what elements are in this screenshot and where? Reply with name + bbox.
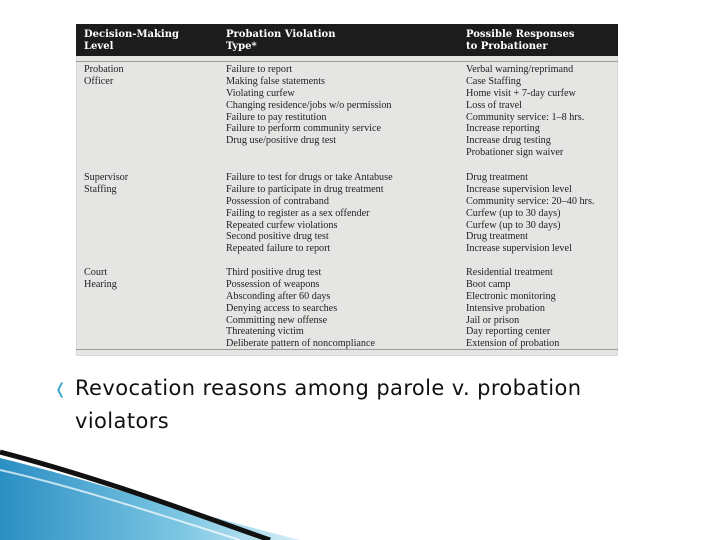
table-header-row bbox=[76, 24, 618, 56]
response-line: Loss of travel bbox=[466, 99, 523, 111]
header-possible-responses bbox=[466, 29, 616, 53]
violation-type-line: Denying access to searches bbox=[226, 302, 338, 314]
response-line: Increase supervision level bbox=[466, 243, 572, 255]
level-line: Officer bbox=[84, 75, 114, 87]
header-line: Level bbox=[84, 41, 114, 52]
response-line: Increase drug testing bbox=[466, 135, 551, 147]
response-line: Day reporting center bbox=[466, 326, 551, 338]
violation-type-line: Failure to perform community service bbox=[226, 123, 382, 135]
violation-type-line: Repeated curfew violations bbox=[226, 219, 338, 231]
violation-types-cell bbox=[226, 172, 464, 255]
level-line: Probation bbox=[84, 64, 124, 75]
response-line: Curfew (up to 30 days) bbox=[466, 207, 561, 219]
table-rule-bottom bbox=[76, 349, 618, 350]
response-line: Extension of probation bbox=[466, 338, 560, 350]
violation-types-cell bbox=[226, 267, 464, 350]
violation-types-cell bbox=[226, 64, 464, 147]
responses-cell bbox=[466, 64, 616, 159]
violation-type-line: Threatening victim bbox=[226, 326, 304, 338]
violation-type-line: Possession of weapons bbox=[226, 278, 320, 290]
header-line: Probation Violation bbox=[226, 29, 336, 40]
response-line: Drug treatment bbox=[466, 231, 528, 243]
violation-type-line: Drug use/positive drug test bbox=[226, 135, 337, 147]
response-line: Drug treatment bbox=[466, 172, 528, 183]
responses-cell bbox=[466, 267, 616, 350]
header-line: to Probationer bbox=[466, 41, 548, 52]
violation-type-line: Repeated failure to report bbox=[226, 243, 331, 255]
decorative-swoosh bbox=[0, 440, 300, 540]
level-line: Hearing bbox=[84, 278, 117, 290]
response-line: Community service: 20–40 hrs. bbox=[466, 195, 595, 207]
violation-type-line: Changing residence/jobs w/o permission bbox=[226, 99, 392, 111]
violation-type-line: Third positive drug test bbox=[226, 267, 322, 278]
header-line: Type* bbox=[226, 41, 257, 52]
header-line: Decision-Making bbox=[84, 29, 179, 40]
response-line: Increase reporting bbox=[466, 123, 540, 135]
level-cell bbox=[84, 64, 224, 88]
table-rule-top bbox=[76, 61, 618, 62]
violation-type-line: Possession of contraband bbox=[226, 195, 329, 207]
level-cell bbox=[84, 267, 224, 291]
response-line: Probationer sign waiver bbox=[466, 147, 564, 159]
level-line: Court bbox=[84, 267, 108, 278]
response-line: Intensive probation bbox=[466, 302, 545, 314]
response-line: Community service: 1–8 hrs. bbox=[466, 111, 585, 123]
response-line: Increase supervision level bbox=[466, 183, 572, 195]
response-line: Residential treatment bbox=[466, 267, 553, 278]
response-line: Home visit + 7-day curfew bbox=[466, 87, 576, 99]
violation-type-line: Failure to report bbox=[226, 64, 293, 75]
header-decision-level bbox=[84, 29, 224, 53]
response-line: Verbal warning/reprimand bbox=[466, 64, 574, 75]
level-line: Supervisor bbox=[84, 172, 129, 183]
violation-type-line: Failure to pay restitution bbox=[226, 111, 327, 123]
level-line: Staffing bbox=[84, 183, 117, 195]
header-violation-type bbox=[226, 29, 464, 53]
violation-type-line: Absconding after 60 days bbox=[226, 290, 331, 302]
violation-type-line: Failing to register as a sex offender bbox=[226, 207, 370, 219]
violation-type-line: Making false statements bbox=[226, 75, 326, 87]
response-line: Boot camp bbox=[466, 278, 511, 290]
violation-type-line: Failure to participate in drug treatment bbox=[226, 183, 384, 195]
response-line: Jail or prison bbox=[466, 314, 520, 326]
response-line: Curfew (up to 30 days) bbox=[466, 219, 561, 231]
bullet-text: Revocation reasons among parole v. probation violators bbox=[75, 376, 582, 433]
responses-cell bbox=[466, 172, 616, 255]
violation-type-line: Failure to test for drugs or take Antabuse bbox=[226, 172, 393, 183]
violation-response-table bbox=[76, 24, 618, 356]
violation-type-line: Violating curfew bbox=[226, 87, 295, 99]
bullet-icon: ❬ bbox=[54, 380, 67, 398]
level-cell bbox=[84, 172, 224, 196]
violation-type-line: Second positive drug test bbox=[226, 231, 329, 243]
header-line: Possible Responses bbox=[466, 29, 575, 40]
response-line: Case Staffing bbox=[466, 75, 521, 87]
violation-type-line: Deliberate pattern of noncompliance bbox=[226, 338, 376, 350]
response-line: Electronic monitoring bbox=[466, 290, 556, 302]
violation-type-line: Committing new offense bbox=[226, 314, 328, 326]
